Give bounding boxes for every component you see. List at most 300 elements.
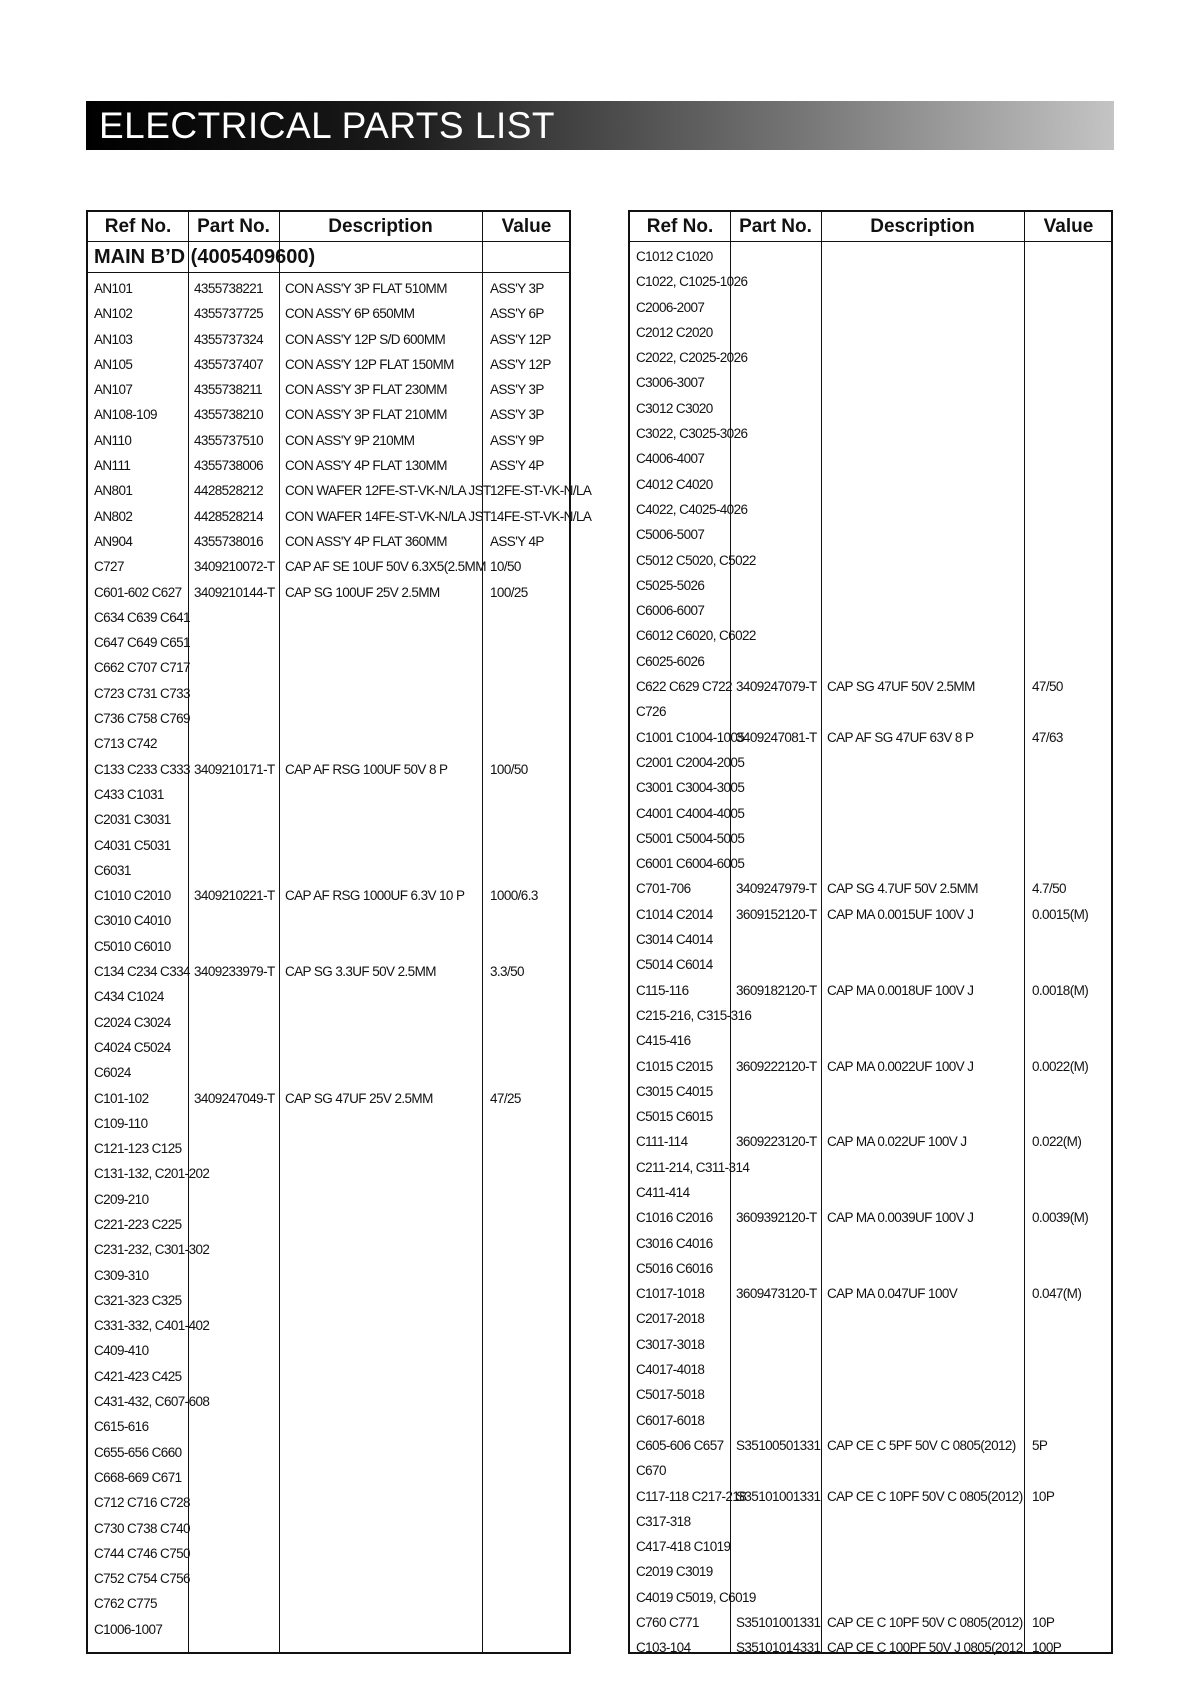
cell-ref-no: AN108-109 (94, 407, 157, 423)
cell-value: 0.0039(M) (1032, 1210, 1089, 1226)
cell-ref-no: C6001 C6004-6005 (636, 856, 745, 872)
cell-value: 0.0022(M) (1032, 1058, 1089, 1074)
table-row (88, 681, 569, 706)
cell-description: CAP CE C 10PF 50V C 0805(2012) (827, 1488, 1023, 1504)
table-row (630, 801, 1111, 826)
table-row (630, 1382, 1111, 1407)
table-row (630, 1281, 1111, 1306)
cell-ref-no: C744 C746 C750 (94, 1545, 190, 1561)
cell-part-no: 4355738221 (194, 281, 264, 296)
table-row (630, 1433, 1111, 1458)
cell-ref-no: C4006-4007 (636, 451, 705, 467)
header-ref-no: Ref No. (646, 216, 714, 237)
cell-value: 14FE-ST-VK-N/LA (490, 508, 592, 524)
cell-ref-no: C133 C233 C333 (94, 761, 190, 777)
cell-ref-no: AN107 (94, 382, 133, 398)
table-row (630, 1079, 1111, 1104)
cell-description: CON ASS'Y 9P 210MM (285, 432, 415, 448)
table-row (630, 699, 1111, 724)
cell-ref-no: C3010 C4010 (94, 913, 171, 929)
cell-ref-no: C215-216, C315-316 (636, 1007, 752, 1023)
cell-value: 47/25 (490, 1090, 521, 1106)
cell-description: CAP AF RSG 100UF 50V 8 P (285, 761, 448, 777)
table-row (88, 327, 569, 352)
cell-part-no: S35101014331 (736, 1640, 821, 1656)
cell-ref-no: C209-210 (94, 1191, 149, 1207)
cell-part-no: 3409247979-T (736, 881, 817, 897)
table-row (630, 1306, 1111, 1331)
cell-value: 0.0018(M) (1032, 982, 1089, 998)
table-row (630, 421, 1111, 446)
header-value: Value (1043, 216, 1094, 237)
cell-part-no: 3409210144-T (194, 584, 275, 600)
cell-value: ASS'Y 3P (490, 407, 544, 423)
rows-left (88, 276, 592, 1642)
cell-description: CON ASS'Y 6P 650MM (285, 306, 415, 322)
table-header (630, 212, 1111, 242)
table-row (630, 522, 1111, 547)
table-row (630, 826, 1111, 851)
table-row (88, 1237, 569, 1262)
table-row (630, 472, 1111, 497)
cell-ref-no: C6006-6007 (636, 603, 705, 619)
cell-ref-no: C1014 C2014 (636, 906, 713, 922)
cell-description: CAP MA 0.0022UF 100V J (827, 1058, 974, 1074)
cell-ref-no: C647 C649 C651 (94, 635, 190, 651)
cell-description: CON ASS'Y 12P S/D 600MM (285, 331, 446, 347)
table-row (88, 1010, 569, 1035)
cell-description: CON ASS'Y 4P FLAT 130MM (285, 458, 447, 474)
title-banner (86, 101, 1114, 150)
table-row (88, 1161, 569, 1186)
cell-ref-no: C5014 C6014 (636, 957, 713, 973)
cell-ref-no: AN904 (94, 533, 133, 549)
cell-value: 3.3/50 (490, 964, 524, 980)
table-row (630, 1028, 1111, 1053)
table-row (88, 580, 569, 605)
cell-ref-no: C2006-2007 (636, 299, 705, 315)
table-row (88, 984, 569, 1009)
table-row (630, 1129, 1111, 1154)
table-row (88, 731, 569, 756)
cell-ref-no: C752 C754 C756 (94, 1571, 190, 1587)
cell-description: CON ASS'Y 4P FLAT 360MM (285, 533, 447, 549)
cell-ref-no: AN802 (94, 508, 133, 524)
table-row (88, 858, 569, 883)
table-header (88, 212, 569, 242)
cell-ref-no: C701-706 (636, 881, 691, 897)
cell-ref-no: C134 C234 C334 (94, 964, 190, 980)
cell-part-no: 4355738016 (194, 533, 264, 549)
table-row (88, 1541, 569, 1566)
cell-part-no: 4428528214 (194, 508, 264, 524)
table-row (88, 1086, 569, 1111)
cell-part-no: 3609473120-T (736, 1286, 817, 1302)
cell-ref-no: C131-132, C201-202 (94, 1166, 210, 1182)
cell-ref-no: C109-110 (94, 1115, 148, 1131)
cell-ref-no: C760 C771 (636, 1615, 699, 1631)
table-row (88, 1263, 569, 1288)
table-row (630, 750, 1111, 775)
cell-ref-no: C4022, C4025-4026 (636, 501, 748, 517)
cell-ref-no: C1010 C2010 (94, 888, 171, 904)
cell-value: 0.047(M) (1032, 1286, 1082, 1302)
cell-ref-no: C622 C629 C722 (636, 679, 732, 695)
cell-ref-no: C670 (636, 1463, 666, 1479)
cell-ref-no: AN102 (94, 306, 133, 322)
cell-description: CON WAFER 14FE-ST-VK-N/LA JST (285, 508, 491, 524)
cell-part-no: 4355738210 (194, 407, 264, 423)
cell-description: CAP AF RSG 1000UF 6.3V 10 P (285, 888, 465, 904)
table-row (630, 269, 1111, 294)
table-row (630, 345, 1111, 370)
table-row (88, 1414, 569, 1439)
cell-ref-no: AN101 (94, 281, 133, 296)
cell-ref-no: C3014 C4014 (636, 932, 713, 948)
table-row (630, 1180, 1111, 1205)
cell-ref-no: C121-123 C125 (94, 1141, 182, 1157)
cell-ref-no: C723 C731 C733 (94, 685, 190, 701)
cell-ref-no: C4012 C4020 (636, 476, 713, 492)
table-row (630, 1256, 1111, 1281)
table-row (630, 1610, 1111, 1635)
cell-part-no: S35101001331 (736, 1615, 821, 1631)
table-row (630, 674, 1111, 699)
cell-part-no: 3609223120-T (736, 1134, 817, 1150)
cell-ref-no: C3016 C4016 (636, 1235, 713, 1251)
cell-part-no: S35101001331 (736, 1488, 821, 1504)
cell-ref-no: C3001 C3004-3005 (636, 780, 745, 796)
cell-ref-no: C103-104 (636, 1640, 691, 1656)
table-row (88, 402, 569, 427)
cell-ref-no: C762 C775 (94, 1596, 157, 1612)
cell-ref-no: C5010 C6010 (94, 938, 171, 954)
cell-ref-no: C211-214, C311-314 (636, 1159, 750, 1175)
table-row (630, 952, 1111, 977)
cell-ref-no: AN103 (94, 331, 133, 347)
cell-ref-no: C5001 C5004-5005 (636, 830, 745, 846)
header-part-no: Part No. (739, 216, 812, 237)
cell-ref-no: C1012 C1020 (636, 249, 713, 264)
table-row (630, 1155, 1111, 1180)
cell-value: 100P (1032, 1640, 1062, 1656)
table-row (630, 396, 1111, 421)
table-row (630, 1534, 1111, 1559)
cell-ref-no: C317-318 (636, 1513, 691, 1529)
cell-description: CAP MA 0.0015UF 100V J (827, 906, 974, 922)
cell-ref-no: C5006-5007 (636, 527, 705, 543)
cell-ref-no: C6017-6018 (636, 1412, 705, 1428)
cell-ref-no: C1015 C2015 (636, 1058, 713, 1074)
cell-ref-no: C5016 C6016 (636, 1260, 713, 1276)
cell-description: CAP SG 47UF 25V 2.5MM (285, 1090, 433, 1106)
cell-ref-no: C605-606 C657 (636, 1437, 724, 1453)
cell-description: CAP CE C 10PF 50V C 0805(2012) (827, 1615, 1023, 1631)
table-row (88, 428, 569, 453)
cell-part-no: S35100501331 (736, 1437, 821, 1453)
cell-ref-no: C6012 C6020, C6022 (636, 628, 756, 644)
cell-part-no: 3409247049-T (194, 1090, 275, 1106)
table-row (88, 301, 569, 326)
cell-ref-no: C221-223 C225 (94, 1216, 182, 1232)
cell-ref-no: C1022, C1025-1026 (636, 274, 748, 290)
cell-value: ASS'Y 6P (490, 306, 544, 322)
cell-description: CON ASS'Y 3P FLAT 210MM (285, 407, 447, 423)
table-row (630, 1231, 1111, 1256)
table-row (88, 807, 569, 832)
cell-description: CAP MA 0.022UF 100V J (827, 1134, 967, 1150)
cell-ref-no: C1006-1007 (94, 1621, 163, 1637)
table-row (88, 1035, 569, 1060)
rows-right (630, 244, 1111, 1661)
table-row (88, 706, 569, 731)
cell-ref-no: C331-332, C401-402 (94, 1318, 210, 1334)
table-row (88, 1465, 569, 1490)
cell-ref-no: C2001 C2004-2005 (636, 754, 745, 770)
table-row (630, 1408, 1111, 1433)
table-row (88, 1313, 569, 1338)
cell-ref-no: AN110 (94, 432, 132, 448)
table-row (630, 1054, 1111, 1079)
cell-ref-no: C634 C639 C641 (94, 609, 190, 625)
table-row (88, 833, 569, 858)
section-title: MAIN B’D (4005409600) (88, 241, 569, 273)
table-row (630, 927, 1111, 952)
table-row (88, 1364, 569, 1389)
cell-value: ASS'Y 12P (490, 356, 551, 372)
table-row (88, 782, 569, 807)
table-row (630, 1458, 1111, 1483)
cell-ref-no: C101-102 (94, 1090, 149, 1106)
cell-ref-no: C2012 C2020 (636, 324, 713, 340)
cell-ref-no: C3006-3007 (636, 375, 705, 391)
table-row (630, 1509, 1111, 1534)
table-row (88, 908, 569, 933)
cell-ref-no: C5012 C5020, C5022 (636, 552, 756, 568)
cell-part-no: 3409210171-T (194, 761, 275, 777)
cell-ref-no: C417-418 C1019 (636, 1539, 731, 1555)
header-description: Description (870, 216, 975, 237)
cell-value: ASS'Y 3P (490, 382, 544, 398)
cell-ref-no: C2019 C3019 (636, 1564, 713, 1580)
cell-value: 100/25 (490, 584, 528, 600)
table-row (88, 1136, 569, 1161)
table-row (88, 605, 569, 630)
table-row (630, 320, 1111, 345)
table-row (88, 1187, 569, 1212)
cell-value: ASS'Y 3P (490, 281, 544, 296)
table-row (88, 1338, 569, 1363)
cell-ref-no: C409-410 (94, 1343, 149, 1359)
cell-value: 47/63 (1032, 729, 1063, 745)
cell-ref-no: C434 C1024 (94, 989, 164, 1005)
cell-ref-no: C6031 (94, 862, 131, 878)
cell-part-no: 3609222120-T (736, 1058, 817, 1074)
cell-ref-no: C433 C1031 (94, 786, 164, 802)
parts-table-left (86, 210, 592, 1654)
table-row (630, 851, 1111, 876)
cell-ref-no: C736 C758 C769 (94, 711, 190, 727)
table-row (88, 1212, 569, 1237)
cell-description: CAP MA 0.0039UF 100V J (827, 1210, 974, 1226)
cell-part-no: 3409210072-T (194, 559, 275, 575)
cell-ref-no: C712 C716 C728 (94, 1495, 190, 1511)
table-row (630, 876, 1111, 901)
cell-description: CON ASS'Y 3P FLAT 510MM (285, 281, 447, 296)
cell-description: CON ASS'Y 12P FLAT 150MM (285, 356, 454, 372)
cell-part-no: 3609152120-T (736, 906, 817, 922)
cell-ref-no: AN801 (94, 483, 133, 499)
cell-value: 0.0015(M) (1032, 906, 1089, 922)
cell-ref-no: AN105 (94, 356, 133, 372)
cell-ref-no: C2024 C3024 (94, 1014, 171, 1030)
table-row (630, 598, 1111, 623)
table-row (630, 1003, 1111, 1028)
cell-value: ASS'Y 4P (490, 458, 544, 474)
table-row (630, 497, 1111, 522)
cell-ref-no: C4001 C4004-4005 (636, 805, 745, 821)
table-row (88, 883, 569, 908)
table-row (88, 757, 569, 782)
cell-part-no: 3409233979-T (194, 964, 275, 980)
cell-ref-no: C5015 C6015 (636, 1109, 713, 1125)
table-row (630, 725, 1111, 750)
header-value: Value (501, 216, 552, 237)
cell-ref-no: C730 C738 C740 (94, 1520, 190, 1536)
cell-ref-no: C601-602 C627 (94, 584, 182, 600)
cell-value: ASS'Y 12P (490, 331, 551, 347)
table-row (88, 1490, 569, 1515)
cell-ref-no: C2017-2018 (636, 1311, 705, 1327)
cell-value: 10/50 (490, 559, 521, 575)
cell-ref-no: C3022, C3025-3026 (636, 426, 748, 442)
header-description: Description (328, 216, 433, 237)
cell-ref-no: C5025-5026 (636, 577, 705, 593)
cell-description: CAP SG 3.3UF 50V 2.5MM (285, 964, 436, 980)
table-row (630, 370, 1111, 395)
page-title: ELECTRICAL PARTS LIST (99, 104, 555, 146)
table-row (88, 504, 592, 529)
table-row (630, 978, 1111, 1003)
cell-part-no: 4355738211 (194, 382, 263, 398)
cell-ref-no: C115-116 (636, 982, 689, 998)
cell-ref-no: C5017-5018 (636, 1387, 705, 1403)
header-ref-no: Ref No. (104, 216, 172, 237)
cell-description: CAP AF SG 47UF 63V 8 P (827, 729, 974, 745)
cell-value: ASS'Y 9P (490, 432, 544, 448)
cell-ref-no: C321-323 C325 (94, 1292, 182, 1308)
table-row (630, 1635, 1111, 1660)
cell-ref-no: C309-310 (94, 1267, 149, 1283)
cell-ref-no: C2022, C2025-2026 (636, 350, 748, 366)
cell-value: 47/50 (1032, 679, 1063, 695)
cell-part-no: 3409210221-T (194, 888, 275, 904)
cell-value: 10P (1032, 1488, 1055, 1504)
cell-description: CON WAFER 12FE-ST-VK-N/LA JST (285, 483, 491, 499)
cell-ref-no: C726 (636, 704, 666, 720)
table-row (88, 554, 569, 579)
cell-ref-no: C668-669 C671 (94, 1469, 182, 1485)
table-row (630, 1484, 1111, 1509)
cell-ref-no: C3012 C3020 (636, 400, 713, 416)
cell-part-no: 4355738006 (194, 458, 264, 474)
table-row (88, 1111, 569, 1136)
cell-ref-no: C411-414 (636, 1184, 690, 1200)
table-row (630, 1559, 1111, 1584)
table-row (630, 573, 1111, 598)
table-row (88, 352, 569, 377)
cell-ref-no: C421-423 C425 (94, 1368, 182, 1384)
table-row (88, 377, 569, 402)
cell-ref-no: C4024 C5024 (94, 1039, 171, 1055)
parts-table-right (628, 210, 1113, 1654)
cell-ref-no: C431-432, C607-608 (94, 1394, 210, 1410)
cell-part-no: 4355737510 (194, 432, 264, 448)
cell-ref-no: C3017-3018 (636, 1336, 705, 1352)
table-row (630, 548, 1111, 573)
cell-value: 12FE-ST-VK-N/LA (490, 483, 592, 499)
table-row (630, 244, 1111, 269)
table-row (630, 1585, 1111, 1610)
cell-ref-no: C6025-6026 (636, 653, 705, 669)
cell-description: CAP CE C 5PF 50V C 0805(2012) (827, 1437, 1016, 1453)
cell-description: CAP SG 47UF 50V 2.5MM (827, 679, 975, 695)
cell-ref-no: C231-232, C301-302 (94, 1242, 210, 1258)
cell-ref-no: C1017-1018 (636, 1286, 705, 1302)
cell-value: ASS'Y 4P (490, 533, 544, 549)
cell-ref-no: AN111 (94, 458, 131, 474)
table-row (88, 1389, 569, 1414)
cell-part-no: 3409247079-T (736, 679, 817, 695)
table-row (630, 1357, 1111, 1382)
table-row (630, 446, 1111, 471)
cell-part-no: 4355737324 (194, 331, 264, 347)
cell-description: CAP MA 0.047UF 100V (827, 1286, 958, 1302)
cell-value: 100/50 (490, 761, 528, 777)
cell-description: CAP CE C 100PF 50V J 0805(2012 (827, 1640, 1023, 1656)
cell-ref-no: C117-118 C217-218 (636, 1488, 747, 1504)
cell-description: CAP SG 100UF 25V 2.5MM (285, 584, 440, 600)
table-row (630, 649, 1111, 674)
cell-description: CAP MA 0.0018UF 100V J (827, 982, 974, 998)
table-row (88, 453, 569, 478)
cell-description: CON ASS'Y 3P FLAT 230MM (285, 382, 447, 398)
cell-ref-no: C4017-4018 (636, 1362, 705, 1378)
cell-value: 4.7/50 (1032, 881, 1066, 897)
cell-ref-no: C2031 C3031 (94, 812, 171, 828)
table-row (88, 934, 569, 959)
table-row (88, 1060, 569, 1085)
table-row (88, 1288, 569, 1313)
table-row (88, 1617, 569, 1642)
cell-ref-no: C662 C707 C717 (94, 660, 190, 676)
cell-value: 1000/6.3 (490, 888, 538, 904)
cell-part-no: 3409247081-T (736, 729, 817, 745)
table-row (88, 655, 569, 680)
cell-ref-no: C727 (94, 559, 124, 575)
cell-ref-no: C4019 C5019, C6019 (636, 1589, 756, 1605)
table-row (88, 630, 569, 655)
table-row (630, 775, 1111, 800)
cell-value: 5P (1032, 1437, 1048, 1453)
cell-description: CAP AF SE 10UF 50V 6.3X5(2.5MM (285, 559, 486, 575)
cell-ref-no: C615-616 (94, 1419, 149, 1435)
cell-description: CAP SG 4.7UF 50V 2.5MM (827, 881, 978, 897)
table-row (630, 623, 1111, 648)
cell-ref-no: C713 C742 (94, 736, 157, 752)
cell-ref-no: C655-656 C660 (94, 1444, 182, 1460)
table-row (630, 1104, 1111, 1129)
